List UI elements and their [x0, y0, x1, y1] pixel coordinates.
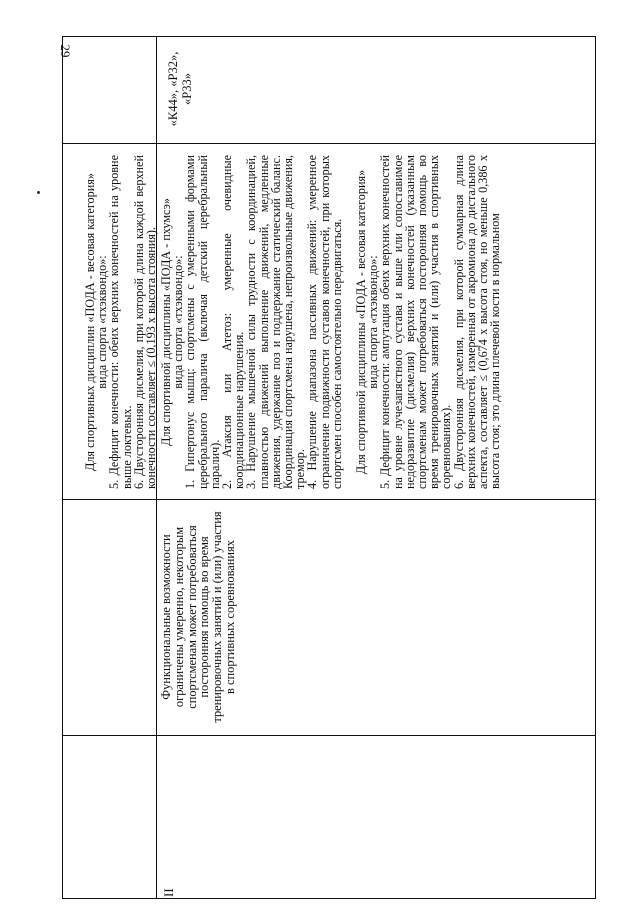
criteria-heading-1: Для спортивной дисциплины «ПОДА - пхумсэ»: [159, 198, 173, 446]
column-divider: [63, 735, 595, 736]
column-divider: [63, 143, 595, 144]
scan-speck: [37, 191, 40, 194]
codes-cell: [167, 41, 194, 137]
criteria-cell: [160, 155, 501, 489]
continuation-heading: Для спортивных дисциплин «ПОДА - весовая категория»: [83, 173, 97, 471]
criteria-item-3: 3. Нарушение мышечной силы трудности с координацией, плавностью движений выполнение движений, медленные движения, удержание поз и поддержание статический баланс. Координация спортсмена нарушена, непроизвольные движения, тремор.: [244, 155, 308, 489]
continuation-item-5: 5. Дефицит конечности: обеих верхних конечностей на уровне выше локтевых.: [107, 155, 134, 489]
criteria-subheading-1: вида спорта «тхэквондо»:: [171, 255, 186, 389]
criteria-subheading-2: вида спорта «тхэквондо»:: [366, 255, 381, 389]
criteria-item-5: 5. Дефицит конечности: ампутация обеих верхних конечностей на уровне лучезапястного сустава и выше или сопоставимое недоразвитие (дисмелия) верхних конечностей (указанным спортсменам может потребоваться посторонняя помощь во время тренировочных занятий и (или) участия в спортивных соревнованиях).: [378, 155, 454, 489]
criteria-heading-2: Для спортивной дисциплины «ПОДА - весовая категория»: [354, 169, 369, 475]
page-number: 29: [58, 44, 73, 58]
codes-text: «К44», «Р32», «Р33»: [166, 51, 194, 127]
classification-table: [62, 36, 596, 899]
criteria-item-1: 1. Гипертонус мышц: спортсмены с умеренными формами церебрального паралича (включая детский церебральный паралич).: [183, 155, 222, 489]
criteria-item-2: 2. Атаксия или Атетоз: умеренные очевидные координационные нарушения.: [220, 155, 247, 489]
continuation-cell: [84, 155, 157, 489]
criteria-item-6: 6. Двусторонняя дисмелия, при которой суммарная длина верхних конечностей, измеренная от акромиона до дистального аспекта, составляет ≤ (0,674 х высота стоя, но меньше 0,386 х высота стоя; это длина плечевой кости в нормальном: [451, 155, 503, 489]
row-number-cell: [161, 747, 177, 897]
continuation-item-6: 6. Двусторонняя дисмелия, при которой длина каждой верхней конечности составляет ≤ (0,193 х высота стояния).: [131, 155, 159, 489]
functional-description: Функциональные возможности ограничены умеренно, некоторым спортсменам может потребоваться посторонняя помощь во время тренировочных занятий и (или) участия в спортивных соревнованиях: [159, 511, 237, 723]
row-number: II: [161, 888, 176, 897]
functional-cell: [160, 509, 237, 725]
criteria-item-4: 4. Нарушение диапазона пассивных движений: умеренное ограничение подвижности суставов конечностей, при которых спортсмен способен самостоятельно передвигаться.: [305, 155, 344, 489]
continuation-subheading: вида спорта «тхэквондо»:: [95, 255, 110, 389]
column-divider: [63, 499, 595, 500]
